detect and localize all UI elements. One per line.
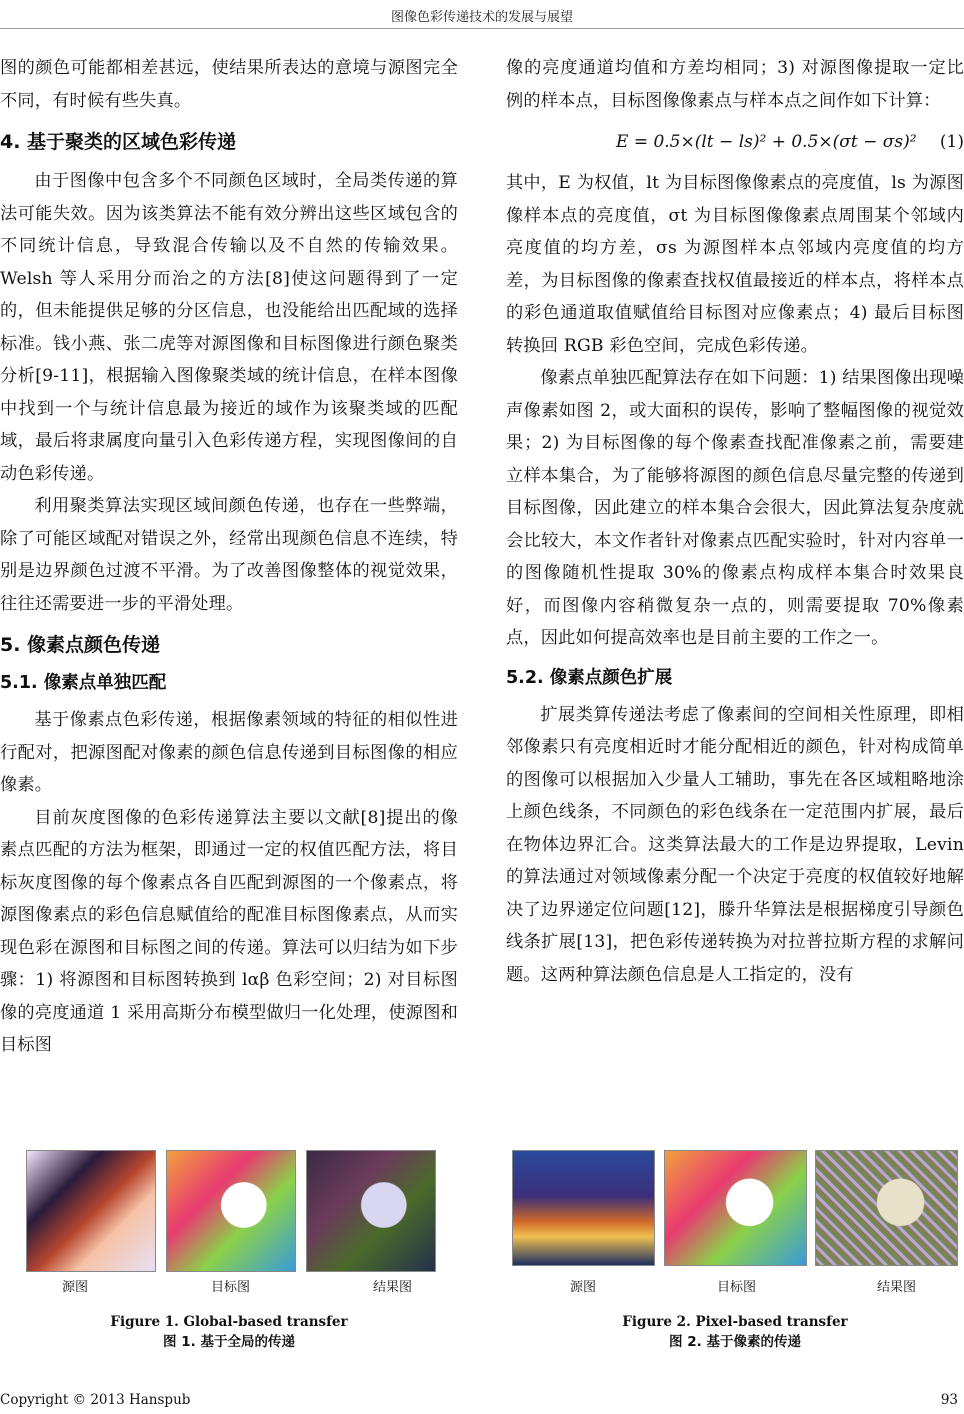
target-image [664, 1150, 807, 1266]
paragraph: 基于像素点色彩传递，根据像素领域的特征的相似性进行配对，把源图配对像素的颜色信息传递到目标图像的相应像素。 [0, 710, 458, 795]
figure-label: 结果图 [876, 1280, 916, 1295]
result-image [815, 1150, 958, 1266]
running-head: 图像色彩传递技术的发展与展望 [390, 10, 573, 25]
equation: E = 0.5×(lt − ls)² + 0.5×(σt − σs)² [616, 132, 917, 152]
target-image [166, 1150, 296, 1272]
header-rule [0, 28, 964, 29]
equation-row [506, 117, 964, 167]
subsection-heading: 5.2. 像素点颜色扩展 [506, 667, 673, 688]
paragraph: 其中，E 为权值，lt 为目标图像像素点的亮度值，ls 为源图像样本点的亮度值，σt 为目标图像像素点周围某个邻域内亮度值的均方差，σs 为源图样本点邻域内亮度值的均方差，为目标图像的像素查找权值最接近的样本点，将样本点的彩色通道取值赋值给目标图对应像素点；4) 最后目标图转换回 RGB 彩色空间，完成色彩传递。 [506, 173, 964, 356]
left-column [0, 52, 458, 1062]
figure-2-labels [570, 1276, 916, 1295]
right-column [506, 52, 964, 991]
paragraph: 扩展类算传递法考虑了像素间的空间相关性原理，即相邻像素只有亮度相近时才能分配相近的颜色，针对构成简单的图像可以根据加入少量人工辅助，事先在各区域粗略地涂上颜色线条，不同颜色的彩色线条在一定范围内扩展，最后在物体边界汇合。这类算法最大的工作是边界提取，Levin 的算法通过对领域像素分配一个决定于亮度的权值较好地解决了边界递定位问题[12]，滕升华算法是根据梯度引导颜色线条扩展[13]，把色彩传递转换为对拉普拉斯方程的求解问题。这两种算法颜色信息是人工指定的，没有 [506, 704, 964, 985]
caption-en: Figure 2. Pixel-based transfer [622, 1314, 848, 1330]
figure-2-caption [506, 1312, 964, 1352]
figure-1-caption [0, 1312, 458, 1352]
paragraph: 由于图像中包含多个不同颜色区域时，全局类传递的算法可能失效。因为该类算法不能有效分辨出这些区域包含的不同统计信息，导致混合传输以及不自然的传输效果。Welsh 等人采用分而治之的方法[8]使这问题得到了一定的，但未能提供足够的分区信息，也没能给出匹配域的选择标准。钱小燕、张二虎等对源图像和目标图像进行颜色聚类分析[9-11]，根据输入图像聚类域的统计信息，在样本图像中找到一个与统计信息最为接近的域作为该聚类域的匹配域，最后将隶属度向量引入色彩传递方程，实现图像间的自动色彩传递。 [0, 171, 458, 484]
paragraph: 利用聚类算法实现区域间颜色传递，也存在一些弊端，除了可能区域配对错误之外，经常出现颜色信息不连续，特别是边界颜色过渡不平滑。为了改善图像整体的视觉效果，往往还需要进一步的平滑处理。 [0, 496, 458, 614]
result-image [306, 1150, 436, 1272]
section-heading: 5. 像素点颜色传递 [0, 634, 161, 656]
caption-en: Figure 1. Global-based transfer [110, 1314, 348, 1330]
paragraph: 图的颜色可能都相差甚远，使结果所表达的意境与源图完全不同，有时候有些失真。 [0, 58, 458, 111]
copyright: Copyright © 2013 Hanspub [0, 1392, 191, 1408]
subsection-heading: 5.1. 像素点单独匹配 [0, 673, 167, 693]
source-image [512, 1150, 655, 1266]
figure-label: 结果图 [372, 1280, 412, 1295]
figure-1-images [26, 1150, 436, 1272]
figure-2-images [512, 1150, 958, 1266]
caption-zh: 图 1. 基于全局的传递 [163, 1334, 295, 1350]
paragraph: 目前灰度图像的色彩传递算法主要以文献[8]提出的像素点匹配的方法为框架，即通过一定的权值匹配方法，将目标灰度图像的每个像素点各自匹配到源图的一个像素点，将源图像素点的彩色信息赋值给的配准目标图像素点，从而实现色彩在源图和目标图之间的传递。算法可以归结为如下步骤：1) 将源图和目标图转换到 lαβ 色彩空间；2) 对目标图像的亮度通道 1 采用高斯分布模型做归一化处理，使源图和目标图 [0, 807, 458, 1055]
source-image [26, 1150, 156, 1272]
page-number: 93 [940, 1392, 958, 1408]
figure-label: 目标图 [210, 1280, 250, 1295]
caption-zh: 图 2. 基于像素的传递 [669, 1334, 801, 1350]
section-heading: 4. 基于聚类的区域色彩传递 [0, 131, 237, 153]
equation-number: (1) [939, 132, 964, 152]
figure-1-labels [62, 1276, 412, 1295]
figure-label: 源图 [62, 1280, 89, 1295]
paragraph: 像的亮度通道均值和方差均相同；3) 对源图像提取一定比例的样本点，目标图像像素点与样本点之间作如下计算： [506, 58, 964, 111]
figure-label: 源图 [570, 1280, 597, 1295]
paragraph: 像素点单独匹配算法存在如下问题：1) 结果图像出现噪声像素如图 2，或大面积的误传，影响了整幅图像的视觉效果；2) 为目标图像的每个像素查找配准像素之前，需要建立样本集合，为了能够将源图的颜色信息尽量完整的传递到目标图像，因此建立的样本集合会很大，因此算法复杂度就会比较大，本文作者针对像素点匹配实验时，针对内容单一的图像随机性提取 30%的像素点构成样本集合时效果良好，而图像内容稍微复杂一点的，则需要提取 70%像素点，因此如何提高效率也是目前主要的工作之一。 [506, 368, 964, 648]
figure-label: 目标图 [716, 1280, 756, 1295]
